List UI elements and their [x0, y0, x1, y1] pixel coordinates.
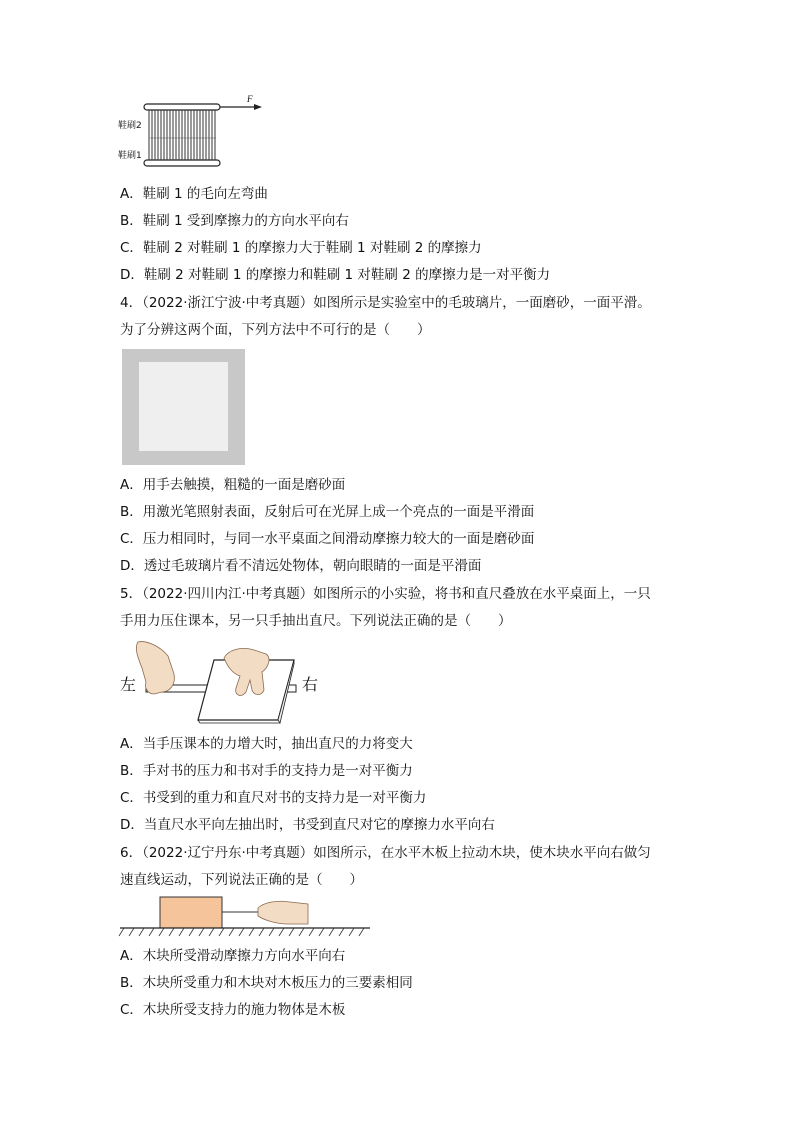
- board-surface: [119, 928, 370, 936]
- q5-option-b: B．手对书的压力和书对手的支持力是一对平衡力: [120, 763, 413, 779]
- q5-stem-line1: 5．（2022·四川内江·中考真题）如图所示的小实验，将书和直尺叠放在水平桌面上，一只: [120, 586, 651, 602]
- q4-option-c: C．压力相同时，与同一水平桌面之间滑动摩擦力较大的一面是磨砂面: [120, 531, 535, 547]
- q4-stem-line1: 4．（2022·浙江宁波·中考真题）如图所示是实验室中的毛玻璃片，一面磨砂，一面平滑。: [120, 295, 651, 311]
- force-label: F: [247, 94, 253, 104]
- book-ruler-figure: [116, 640, 326, 724]
- q6-option-a: A．木块所受滑动摩擦力方向水平向右: [120, 948, 346, 964]
- frosted-glass-inner: [139, 362, 228, 451]
- label-left: 左: [120, 675, 137, 694]
- q4-option-b: B．用激光笔照射表面，反射后可在光屏上成一个亮点的一面是平滑面: [120, 504, 535, 520]
- left-hand-pulling-ruler: [136, 642, 174, 694]
- shoe-brush-figure: [116, 92, 266, 172]
- brush2-label: 鞋刷2: [118, 121, 142, 131]
- q4-option-a: A．用手去触摸，粗糙的一面是磨砂面: [120, 477, 346, 493]
- brush-bristles: [149, 110, 216, 160]
- brush1-label: 鞋刷1: [118, 151, 142, 161]
- block-on-board-figure: [118, 894, 372, 940]
- q5-option-c: C．书受到的重力和直尺对书的支持力是一对平衡力: [120, 790, 427, 806]
- brush2-board: [144, 104, 220, 110]
- q5-stem-line2: 手用力压住课本，另一只手抽出直尺。下列说法正确的是（ ）: [120, 613, 512, 629]
- q5-option-d: D．当直尺水平向左抽出时，书受到直尺对它的摩擦力水平向右: [120, 817, 495, 833]
- q3-option-d: D．鞋刷 2 对鞋刷 1 的摩擦力和鞋刷 1 对鞋刷 2 的摩擦力是一对平衡力: [120, 267, 551, 283]
- q4-option-d: D．透过毛玻璃片看不清远处物体，朝向眼睛的一面是平滑面: [120, 558, 482, 574]
- wooden-block: [160, 897, 222, 928]
- q6-stem-line1: 6．（2022·辽宁丹东·中考真题）如图所示，在水平木板上拉动木块，使木块水平向右做匀: [120, 845, 651, 861]
- q6-option-b: B．木块所受重力和木块对木板压力的三要素相同: [120, 975, 413, 991]
- brush1-board: [144, 160, 220, 166]
- frosted-glass-figure: [122, 349, 245, 465]
- pulling-hand: [258, 901, 308, 924]
- label-right: 右: [302, 675, 319, 694]
- q3-option-a: A．鞋刷 1 的毛向左弯曲: [120, 186, 268, 202]
- q6-stem-line2: 速直线运动，下列说法正确的是（ ）: [120, 872, 363, 888]
- q4-stem-line2: 为了分辨这两个面，下列方法中不可行的是（ ）: [120, 322, 431, 338]
- q5-option-a: A．当手压课本的力增大时，抽出直尺的力将变大: [120, 736, 413, 752]
- q3-option-c: C．鞋刷 2 对鞋刷 1 的摩擦力大于鞋刷 1 对鞋刷 2 的摩擦力: [120, 240, 482, 256]
- q3-option-b: B．鞋刷 1 受到摩擦力的方向水平向右: [120, 213, 349, 229]
- force-arrow: [220, 104, 262, 110]
- q6-option-c: C．木块所受支持力的施力物体是木板: [120, 1002, 346, 1018]
